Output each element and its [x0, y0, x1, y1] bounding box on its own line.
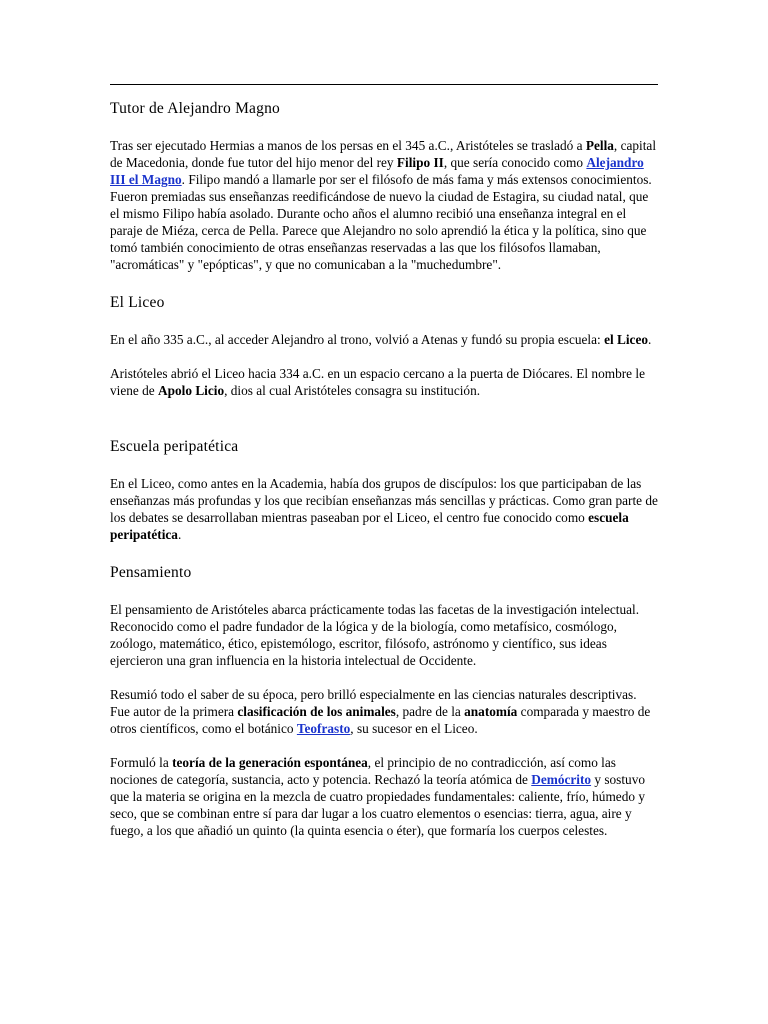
- text-run: , padre de la: [395, 704, 465, 719]
- bold-text: clasificación de los animales: [237, 704, 396, 719]
- text-run: , que sería conocido como: [443, 155, 587, 170]
- bold-text: teoría de la generación espontánea: [172, 755, 368, 770]
- text-run: , su sucesor en el Liceo.: [350, 721, 478, 736]
- link-alejandro-iii-el-magno[interactable]: Alejandro III el Magno: [110, 155, 644, 187]
- bold-text: Pella: [585, 138, 614, 153]
- link-teofrasto[interactable]: Teofrasto: [296, 721, 351, 736]
- bold-text: Apolo Licio: [158, 383, 225, 398]
- bold-text: anatomía: [464, 704, 518, 719]
- text-run: Resumió todo el saber de su época, pero brilló especialmente en las ciencias naturales descriptivas. Fue autor de la primera: [110, 687, 637, 719]
- horizontal-rule: [110, 84, 658, 85]
- text-run: , dios al cual Aristóteles consagra su institución.: [224, 383, 481, 398]
- bold-text: escuela peripatética: [110, 510, 629, 542]
- text-run: Formuló la: [110, 755, 173, 770]
- paragraph: [110, 365, 658, 399]
- text-run: En el año 335 a.C., al acceder Alejandro al trono, volvió a Atenas y fundó su propia escuela:: [110, 332, 605, 347]
- section-heading-el-liceo: El Liceo: [110, 294, 165, 311]
- paragraph: [110, 601, 658, 669]
- text-run: En el Liceo, como antes en la Academia, había dos grupos de discípulos: los que participaban de las enseñanzas más profundas y los que recibían enseñanzas más sencillas y prácticas. Como gran parte de los debates se desarrollaban mientras paseaban por el Liceo, el centro fue conocido como: [110, 476, 658, 525]
- document-page: [110, 84, 658, 839]
- text-run: Aristóteles abrió el Liceo hacia 334 a.C. en un espacio cercano a la puerta de Diócares. El nombre le viene de: [110, 366, 645, 398]
- text-run: Tras ser ejecutado Hermias a manos de los persas en el 345 a.C., Aristóteles se trasladó a: [110, 138, 586, 153]
- section-heading-pensamiento: Pensamiento: [110, 564, 192, 581]
- paragraph: [110, 686, 658, 737]
- text-run: El pensamiento de Aristóteles abarca prácticamente todas las facetas de la investigación intelectual. Reconocido como el padre fundador de la lógica y de la biología, como metafísico, cosmólogo, zoólogo, matemático, ético, epistemólogo, escritor, filósofo, astrónomo y científico, sus ideas ejercieron una gran influencia en la historia intelectual de Occidente.: [110, 602, 640, 668]
- paragraph: [110, 137, 658, 273]
- bold-text: Filipo II: [396, 155, 444, 170]
- paragraph: [110, 475, 658, 543]
- paragraph: [110, 754, 658, 839]
- text-run: .: [177, 527, 182, 542]
- text-run: y sostuvo que la materia se origina en la mezcla de cuatro propiedades fundamentales: caliente, frío, húmedo y seco, que se combinan entre sí para dar lugar a los cuatro elementos o esencias: tierra, agua, aire y fuego, a los que añadió un quinto (la quinta esencia o éter), que formaría los cuerpos celestes.: [110, 772, 645, 838]
- document-content: [110, 99, 658, 839]
- section-heading-escuela-peripatetica: Escuela peripatética: [110, 438, 239, 455]
- text-run: . Filipo mandó a llamarle por ser el filósofo de más fama y más extensos conocimientos. Fueron premiadas sus enseñanzas reedificándose de nuevo la ciudad de Estagira, su ciudad natal, que el mismo Filipo había asolado. Durante ocho años el alumno recibió una enseñanza integral en el paraje de Miéza, cerca de Pella. Parece que Alejandro no solo aprendió la ética y la política, sino que tomó también conocimiento de otras enseñanzas reservadas a las que los filósofos llamaban, "acromáticas" y "epópticas", y que no comunicaban a la "muchedumbre".: [110, 172, 652, 272]
- bold-text: el Liceo: [604, 332, 648, 347]
- text-run: comparada y maestro de otros científicos, como el botánico: [110, 704, 651, 736]
- link-democrito[interactable]: Demócrito: [531, 772, 592, 787]
- paragraph: [110, 331, 658, 348]
- section-heading-tutor-de-alejandro-magno: Tutor de Alejandro Magno: [110, 100, 280, 117]
- text-run: .: [648, 332, 652, 347]
- text-run: , el principio de no contradicción, así como las nociones de categoría, sustancia, acto y potencia. Rechazó la teoría atómica de: [110, 755, 616, 787]
- text-run: , capital de Macedonia, donde fue tutor del hijo menor del rey: [110, 138, 657, 170]
